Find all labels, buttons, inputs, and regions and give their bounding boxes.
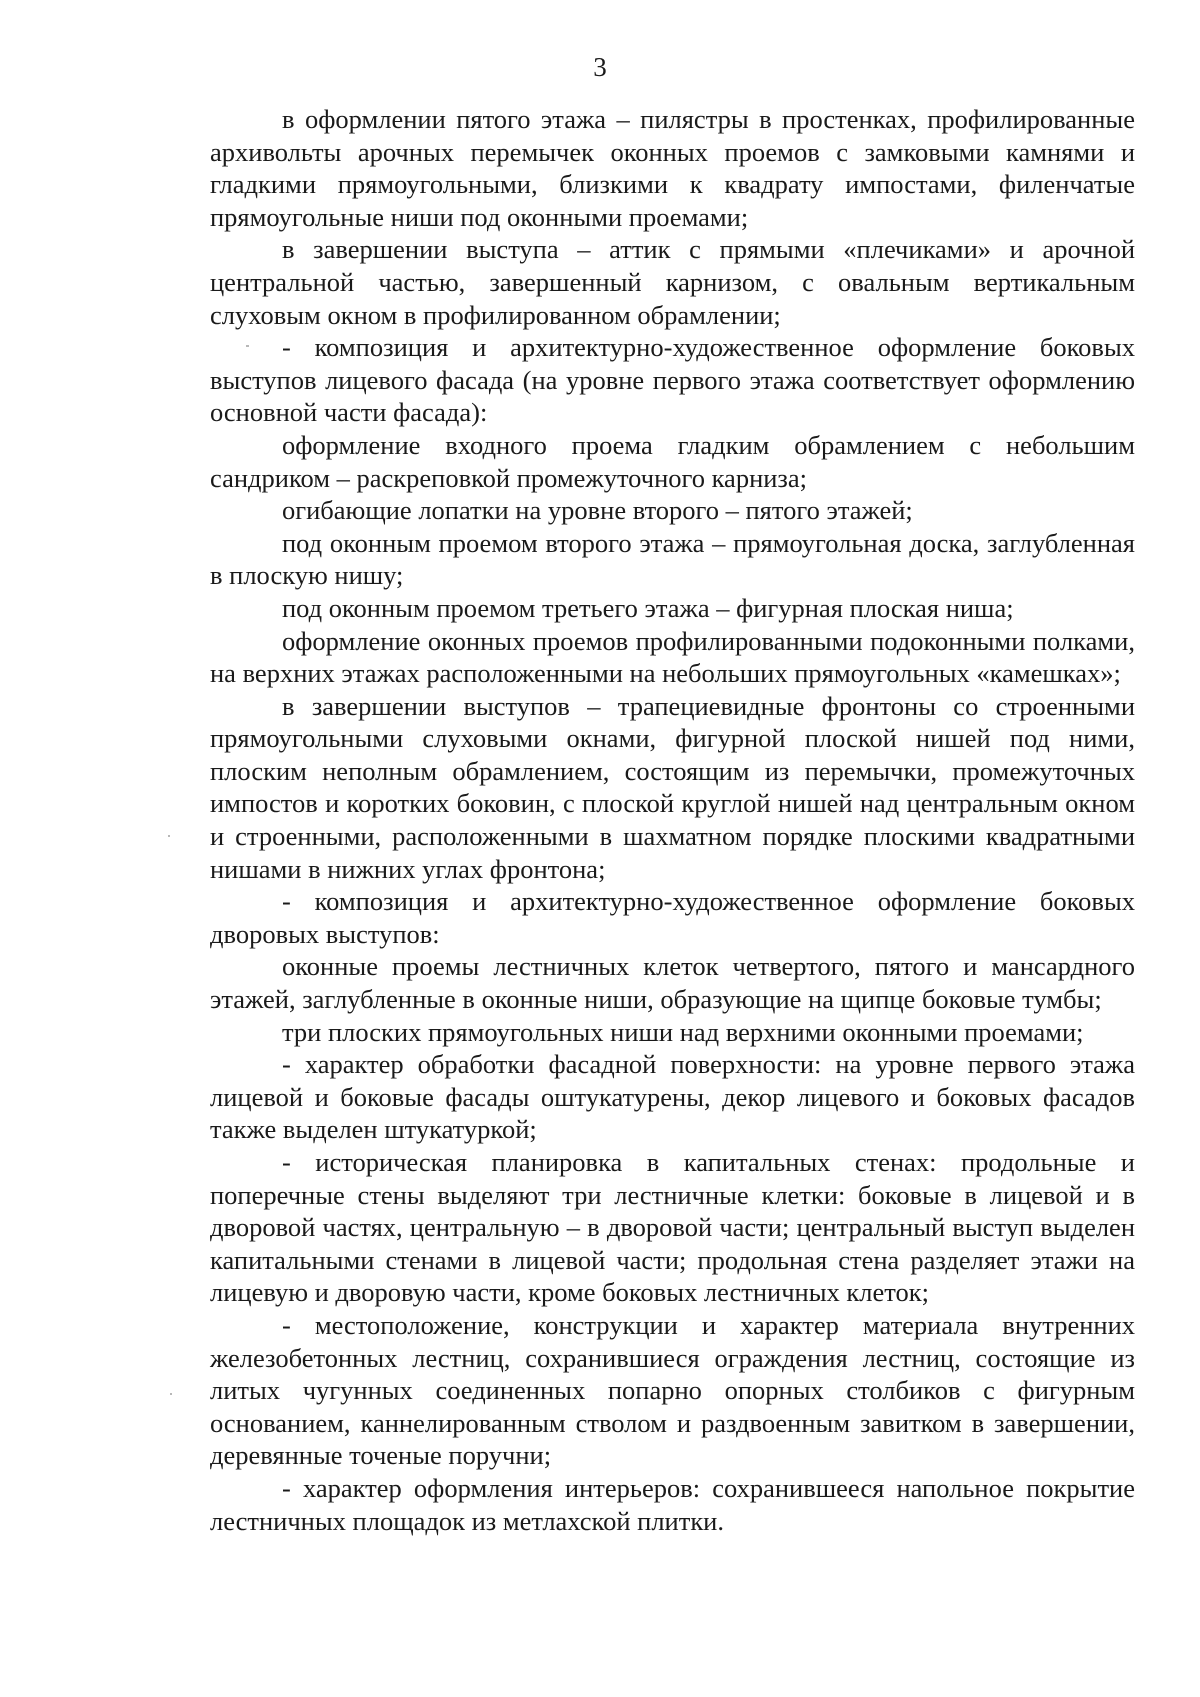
paragraph: оформление оконных проемов профилированными подоконными полками, на верхних этажах расположенными на небольших прямоугольных «камешках»; — [210, 625, 1135, 689]
paragraph: в оформлении пятого этажа – пилястры в простенках, профилированные архивольты арочных перемычек оконных проемов с замковыми камнями и гладкими прямоугольными, близкими к квадрату импостами, филенчатые прямоугольные ниши под оконными проемами; — [210, 104, 1135, 232]
paragraph: в завершении выступа – аттик с прямыми «плечиками» и арочной центральной частью, завершенный карнизом, с овальным вертикальным слуховым окном в профилированном обрамлении; — [210, 234, 1135, 330]
paragraph: три плоских прямоугольных ниши над верхними оконными проемами; — [282, 1016, 1084, 1047]
document-body — [210, 103, 1135, 1537]
paragraph: в завершении выступов – трапециевидные фронтоны со строенными прямоугольными слуховыми окнами, фигурной плоской нишей под ними, плоским неполным обрамлением, состоящим из перемычки, промежуточных импостов и коротких боковин, с плоской круглой нишей над центральным окном и строенными, расположенными в шахматном порядке плоскими квадратными нишами в нижних углах фронтона; — [210, 690, 1135, 884]
scan-artifact-mark — [246, 345, 249, 347]
paragraph: оконные проемы лестничных клеток четвертого, пятого и мансардного этажей, заглубленные в оконные ниши, образующие на щипце боковые тумбы; — [210, 951, 1135, 1015]
paragraph: - характер оформления интерьеров: сохранившееся напольное покрытие лестничных площадок из метлахской плитки. — [210, 1472, 1135, 1536]
paragraph: под оконным проемом третьего этажа – фигурная плоская ниша; — [282, 592, 1014, 623]
scan-artifact-mark — [170, 1393, 172, 1395]
paragraph: - композиция и архитектурно-художественное оформление боковых дворовых выступов: — [210, 886, 1135, 949]
paragraph: огибающие лопатки на уровне второго – пятого этажей; — [282, 495, 913, 526]
paragraph: - композиция и архитектурно-художественное оформление боковых выступов лицевого фасада (на уровне первого этажа соответствует оформлению основной части фасада): — [210, 332, 1135, 428]
paragraph: - характер обработки фасадной поверхности: на уровне первого этажа лицевой и боковые фасады оштукатурены, декор лицевого и боковых фасадов также выделен штукатуркой; — [210, 1049, 1135, 1145]
page-number: 3 — [593, 52, 607, 82]
paragraph: под оконным проемом второго этажа – прямоугольная доска, заглубленная в плоскую нишу; — [210, 527, 1135, 591]
paragraph: оформление входного проема гладким обрамлением с небольшим сандриком – раскреповкой промежуточного карниза; — [210, 429, 1135, 493]
paragraph: - историческая планировка в капитальных стенах: продольные и поперечные стены выделяют три лестничные клетки: боковые в лицевой и в дворовой частях, центральную – в дворовой части; центральный выступ выделен капитальными стенами в лицевой части; продольная стена разделяет этажи на лицевую и дворовую части, кроме боковых лестничных клеток; — [210, 1147, 1135, 1308]
paragraph: - местоположение, конструкции и характер материала внутренних железобетонных лестниц, сохранившиеся ограждения лестниц, состоящие из литых чугунных соединенных попарно опорных столбиков с фигурным основанием, каннелированным стволом и раздвоенным завитком в завершении, деревянные точеные поручни; — [210, 1309, 1135, 1471]
scan-artifact-mark — [168, 835, 170, 837]
